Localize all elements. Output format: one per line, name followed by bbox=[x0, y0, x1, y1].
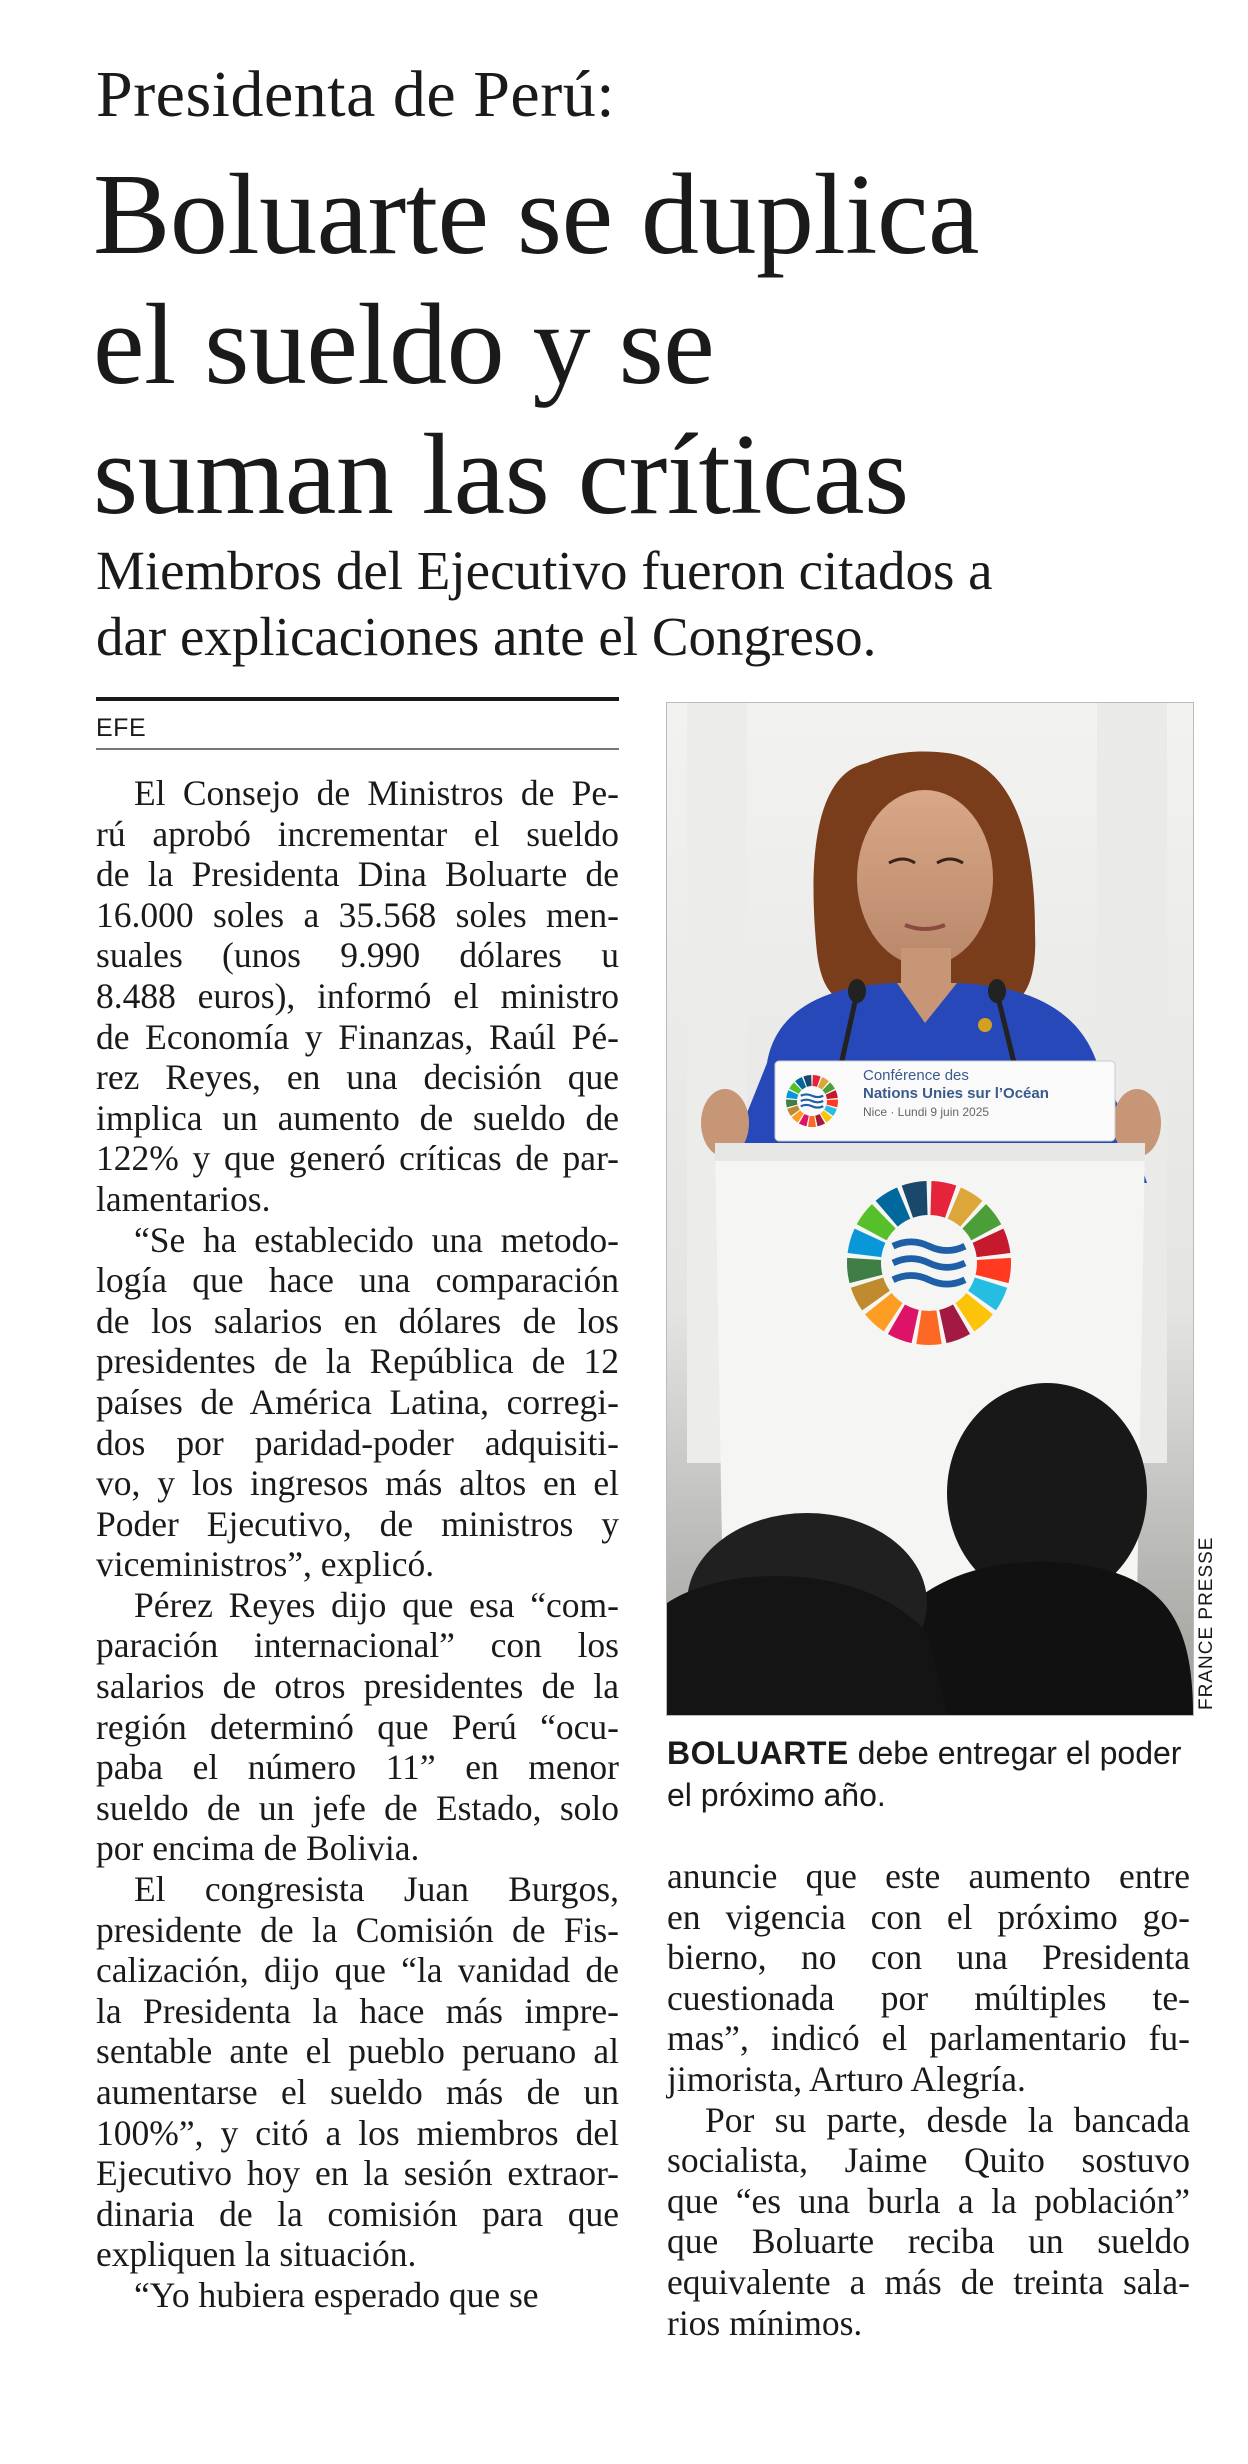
podium-sign-line: Nations Unies sur l’Océan bbox=[863, 1085, 1049, 1102]
body-text-line: vo, y los ingresos más altos en el bbox=[96, 1463, 619, 1504]
body-text-line: Poder Ejecutivo, de ministros y bbox=[96, 1503, 619, 1544]
body-text-line: la Presidenta la hace más impre- bbox=[96, 1990, 619, 2031]
body-text-line: presidentes de la República de 12 bbox=[96, 1341, 619, 1382]
body-text-line: 122% y que generó críticas de par- bbox=[96, 1138, 619, 1179]
article-photo bbox=[666, 702, 1194, 1716]
caption-bold: BOLUARTE bbox=[667, 1735, 849, 1771]
body-text-line: El congresista Juan Burgos, bbox=[134, 1869, 619, 1910]
headline-line: suman las críticas bbox=[93, 411, 909, 539]
body-text-line: rios mínimos. bbox=[667, 2302, 863, 2343]
deck-subheadline bbox=[96, 538, 1216, 670]
body-text-line: que Boluarte reciba un sueldo bbox=[667, 2221, 1190, 2262]
body-text-line: Ejecutivo hoy en la sesión extraor- bbox=[96, 2153, 619, 2194]
body-text-line: en vigencia con el próximo go- bbox=[667, 1896, 1190, 1937]
caption-line bbox=[667, 1732, 1197, 1774]
body-text-line: dinaria de la comisión para que bbox=[96, 2193, 619, 2234]
body-text-line: mas”, indicó el parlamentario fu- bbox=[667, 2018, 1190, 2059]
body-text-line: expliquen la situación. bbox=[96, 2234, 417, 2275]
body-text-line: aumentarse el sueldo más de un bbox=[96, 2072, 619, 2112]
body-text-line: rez Reyes, en una decisión que bbox=[96, 1057, 619, 1098]
headline bbox=[93, 150, 1193, 540]
caption-line: el próximo año. bbox=[667, 1777, 886, 1813]
body-text-line: cuestionada por múltiples te- bbox=[667, 1977, 1190, 2018]
body-text-line: lamentarios. bbox=[96, 1178, 271, 1219]
byline: EFE bbox=[96, 714, 147, 742]
deck-line: Miembros del Ejecutivo fueron citados a bbox=[96, 540, 993, 601]
byline-bottom-rule bbox=[96, 748, 619, 750]
body-text-line: jimorista, Arturo Alegría. bbox=[667, 2058, 1026, 2099]
body-text-line: “Se ha establecido una metodo- bbox=[134, 1219, 619, 1260]
body-text-line: paba el número 11” en menor bbox=[96, 1747, 619, 1788]
body-text-line: equivalente a más de treinta sala- bbox=[667, 2261, 1190, 2302]
body-column-right bbox=[667, 1856, 1190, 2343]
body-text-line: Pérez Reyes dijo que esa “com- bbox=[134, 1584, 619, 1625]
body-text-line: países de América Latina, corregi- bbox=[96, 1381, 619, 1422]
body-text-line: de Economía y Finanzas, Raúl Pé- bbox=[96, 1016, 619, 1057]
body-text-line: socialista, Jaime Quito sostuvo bbox=[667, 2140, 1190, 2181]
body-text-line: paración internacional” con los bbox=[96, 1625, 619, 1666]
body-text-line: sueldo de un jefe de Estado, solo bbox=[96, 1787, 619, 1828]
podium-sign-line: Conférence des bbox=[863, 1067, 969, 1084]
body-text-line: logía que hace una comparación bbox=[96, 1260, 619, 1301]
body-text-line: implica un aumento de sueldo de bbox=[96, 1097, 619, 1138]
body-text-line: calización, dijo que “la vanidad de bbox=[96, 1950, 619, 1991]
body-text-line: El Consejo de Ministros de Pe- bbox=[134, 773, 619, 813]
body-text-line: suales (unos 9.990 dólares u bbox=[96, 935, 619, 976]
podium-sign-line: Nice · Lundi 9 juin 2025 bbox=[863, 1105, 990, 1119]
caption-text: debe entregar el poder bbox=[848, 1735, 1182, 1771]
body-text-line: 16.000 soles a 35.568 soles men- bbox=[96, 894, 619, 935]
body-text-line: viceministros”, explicó. bbox=[96, 1544, 435, 1585]
kicker: Presidenta de Perú: bbox=[96, 58, 616, 131]
body-text-line: por encima de Bolivia. bbox=[96, 1828, 420, 1869]
body-text-line: salarios de otros presidentes de la bbox=[96, 1666, 619, 1707]
body-text-line: Por su parte, desde la bancada bbox=[705, 2099, 1190, 2140]
podium-sign-text bbox=[863, 1067, 1113, 1121]
body-text-line: dos por paridad-poder adquisiti- bbox=[96, 1422, 619, 1463]
body-text-line: que “es una burla a la población” bbox=[667, 2180, 1190, 2221]
byline-top-rule bbox=[96, 697, 619, 701]
deck-line: dar explicaciones ante el Congreso. bbox=[96, 606, 877, 667]
body-text-line: sentable ante el pueblo peruano al bbox=[96, 2031, 619, 2072]
headline-line: Boluarte se duplica bbox=[93, 151, 979, 279]
headline-line: el sueldo y se bbox=[93, 281, 715, 409]
body-text-line: región determinó que Perú “ocu- bbox=[96, 1706, 619, 1747]
body-text-line: presidente de la Comisión de Fis- bbox=[96, 1909, 619, 1950]
body-text-line: bierno, no con una Presidenta bbox=[667, 1937, 1190, 1978]
body-text-line: “Yo hubiera esperado que se bbox=[134, 2274, 539, 2315]
body-text-line: de los salarios en dólares de los bbox=[96, 1300, 619, 1341]
body-text-line: de la Presidenta Dina Boluarte de bbox=[96, 854, 619, 895]
body-text-line: rú aprobó incrementar el sueldo bbox=[96, 813, 619, 854]
photo-caption bbox=[667, 1732, 1197, 1816]
photo-illustration bbox=[667, 703, 1193, 1715]
body-column-left bbox=[96, 773, 619, 2316]
body-text-line: anuncie que este aumento entre bbox=[667, 1856, 1190, 1896]
body-text-line: 100%”, y citó a los miembros del bbox=[96, 2112, 619, 2153]
body-text-line: 8.488 euros), informó el ministro bbox=[96, 975, 619, 1016]
photo-credit: FRANCE PRESSE bbox=[1196, 1536, 1217, 1710]
